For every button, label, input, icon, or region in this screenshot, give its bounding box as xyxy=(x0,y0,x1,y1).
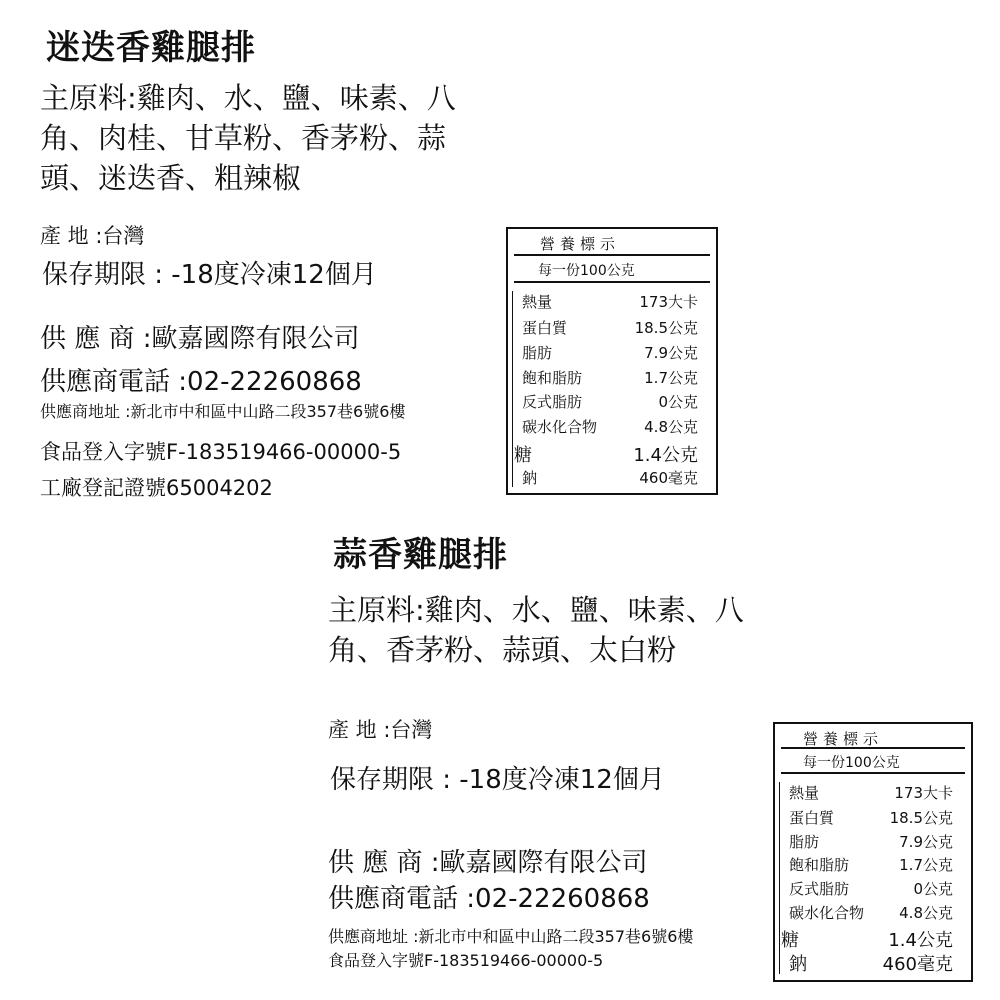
nutrient-name: 熱量 xyxy=(789,784,820,802)
nutrient-name: 蛋白質 xyxy=(522,319,568,337)
nutrient-name: 碳水化合物 xyxy=(789,904,865,922)
product2-title: 蒜香雞腿排 xyxy=(333,535,508,575)
nutrient-value: 460毫克 xyxy=(639,469,698,487)
product2-ingredients-line-2: 角、香茅粉、蒜頭、太白粉 xyxy=(328,633,677,667)
product2-origin: 產 地 :台灣 xyxy=(328,718,433,742)
nutrition-title: 營養標示 xyxy=(540,235,621,253)
nutrient-name: 鈉 xyxy=(522,469,538,487)
product1-phone: 供應商電話 :02-22260868 xyxy=(40,367,362,397)
nutrient-value: 1.7公克 xyxy=(899,856,953,874)
nutrient-value: 0公克 xyxy=(658,393,698,411)
divider xyxy=(781,772,965,774)
nutrition-row xyxy=(789,854,953,874)
product1-ingredients-line-1: 主原料:雞肉、水、鹽、味素、八 xyxy=(40,81,456,115)
nutrient-value: 7.9公克 xyxy=(644,344,698,362)
nutrient-name: 脂肪 xyxy=(522,344,553,362)
nutrient-name: 糖 xyxy=(514,445,532,466)
product2-phone: 供應商電話 :02-22260868 xyxy=(328,884,650,914)
nutrient-value: 460毫克 xyxy=(882,954,953,975)
nutrient-name: 蛋白質 xyxy=(789,809,835,827)
nutrition-table-2 xyxy=(773,722,973,982)
nutrient-name: 糖 xyxy=(781,930,799,951)
nutrient-name: 碳水化合物 xyxy=(522,418,598,436)
product1-origin: 產 地 :台灣 xyxy=(40,224,145,248)
nutrient-value: 7.9公克 xyxy=(899,833,953,851)
nutrition-row xyxy=(522,342,698,362)
nutrition-row xyxy=(522,391,698,411)
nutrition-row xyxy=(789,831,953,851)
nutrition-serving: 每一份100公克 xyxy=(803,755,900,771)
nutrient-value: 0公克 xyxy=(913,880,953,898)
nutrient-name: 熱量 xyxy=(522,293,553,311)
nutrient-name: 脂肪 xyxy=(789,833,820,851)
product1-ingredients-line-3: 頭、迷迭香、粗辣椒 xyxy=(40,161,302,195)
nutrition-row xyxy=(789,807,953,827)
product1-registration: 食品登入字號F-183519466-00000-5 xyxy=(40,440,402,464)
nutrition-row xyxy=(789,878,953,898)
product1-ingredients-line-2: 角、肉桂、甘草粉、香茅粉、蒜 xyxy=(40,121,447,155)
divider xyxy=(514,281,710,283)
product1-shelf-life: 保存期限 : -18度冷凍12個月 xyxy=(42,260,377,290)
nutrition-row xyxy=(522,367,698,387)
nutrient-name: 飽和脂肪 xyxy=(789,856,850,874)
nutrient-value: 18.5公克 xyxy=(889,809,953,827)
nutrient-value: 1.7公克 xyxy=(644,369,698,387)
divider xyxy=(512,291,513,487)
product1-supplier: 供 應 商 :歐嘉國際有限公司 xyxy=(40,324,360,354)
nutrition-row xyxy=(522,291,698,311)
nutrient-value: 1.4公克 xyxy=(633,445,698,466)
product2-supplier: 供 應 商 :歐嘉國際有限公司 xyxy=(328,848,648,878)
nutrient-value: 4.8公克 xyxy=(899,904,953,922)
product2-shelf-life: 保存期限 : -18度冷凍12個月 xyxy=(330,765,665,795)
nutrition-row xyxy=(789,950,953,975)
divider xyxy=(514,254,710,256)
product1-factory-registration: 工廠登記證號65004202 xyxy=(40,476,273,500)
nutrition-serving: 每一份100公克 xyxy=(538,263,635,279)
nutrient-value: 4.8公克 xyxy=(644,418,698,436)
nutrition-row xyxy=(514,441,698,466)
product2-address: 供應商地址 :新北市中和區中山路二段357巷6號6樓 xyxy=(328,927,694,946)
nutrition-row xyxy=(789,902,953,922)
nutrient-name: 反式脂肪 xyxy=(522,393,583,411)
nutrient-value: 173大卡 xyxy=(894,784,953,802)
product2-registration: 食品登入字號F-183519466-00000-5 xyxy=(328,951,604,970)
nutrition-row xyxy=(789,782,953,802)
divider xyxy=(779,782,780,974)
divider xyxy=(781,747,965,749)
nutrient-value: 18.5公克 xyxy=(634,319,698,337)
product1-title: 迷迭香雞腿排 xyxy=(46,28,256,68)
nutrition-row xyxy=(522,416,698,436)
nutrition-row xyxy=(522,467,698,487)
nutrition-row xyxy=(522,317,698,337)
nutrient-value: 173大卡 xyxy=(639,293,698,311)
nutrient-name: 反式脂肪 xyxy=(789,880,850,898)
nutrient-value: 1.4公克 xyxy=(888,930,953,951)
nutrition-row xyxy=(781,926,953,951)
nutrition-title: 營養標示 xyxy=(803,730,884,748)
nutrient-name: 飽和脂肪 xyxy=(522,369,583,387)
product2-ingredients-line-1: 主原料:雞肉、水、鹽、味素、八 xyxy=(328,593,744,627)
nutrition-table-1 xyxy=(506,227,718,495)
product1-address: 供應商地址 :新北市中和區中山路二段357巷6號6樓 xyxy=(40,402,406,421)
nutrient-name: 鈉 xyxy=(789,954,807,975)
